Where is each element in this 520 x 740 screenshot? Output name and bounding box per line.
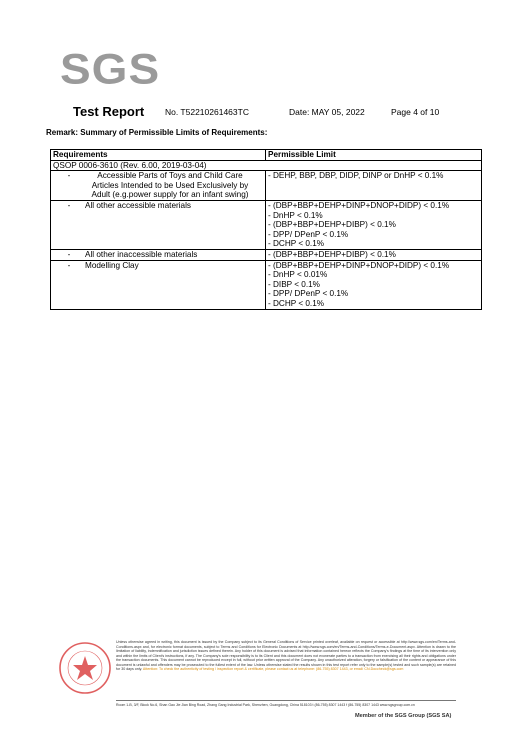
row-dash: - xyxy=(67,260,71,270)
page-number: Page 4 of 10 xyxy=(391,107,440,117)
authenticity-notice: Attention: To check the authenticity of testing / inspection report & certificate, please contact us at telephone: (86-755) 8307 1443, or email: CN.Doccheck@sgs.com xyxy=(142,667,404,671)
report-date: Date: MAY 05, 2022 xyxy=(289,107,365,117)
col-permissible-limit: Permissible Limit xyxy=(266,150,482,161)
report-number: No. T52210261463TC xyxy=(165,107,249,117)
limit-line: - DCHP < 0.1% xyxy=(268,239,325,249)
row-dash: - xyxy=(67,171,71,181)
limit-line: - (DBP+BBP+DEHP+DIBP) < 0.1% xyxy=(268,249,396,259)
table-row xyxy=(51,260,482,309)
report-header xyxy=(0,104,520,120)
company-seal-stamp xyxy=(58,641,112,695)
sgs-logo: SGS xyxy=(60,44,161,93)
limit-cell xyxy=(266,260,482,309)
disclaimer-text: Unless otherwise agreed in writing, this document is issued by the Company subject to its General Conditions of Service printed overleaf, available on request or accessible at http://www.sgs.com/en/Terms-and-Conditions.aspx and, for electronic format documents, subject to Terms and Conditions for Electronic Documents at http://www.sgs.com/en/Terms-and-Conditions/Terms-e-Document.aspx. Attention is drawn to the limitation of liability, indemnification and jurisdiction issues defined therein. Any holder of this document is advised that information contained hereon reflects the Company's findings at the time of its intervention only and within the limits of Client's instructions, if any. The Company's sole responsibility is to its Client and this document does not exonerate parties to a transaction from exercising all their rights and obligations under the transaction documents. This document cannot be reproduced except in full, without prior written approval of the Company. Any unauthorized alteration, forgery or falsification of the content or appearance of this document is unlawful and offenders may be prosecuted to the fullest extent of the law. Unless otherwise stated the results shown in this test report refer only to the sample(s) tested and such sample(s) are retained for 30 days only. xyxy=(116,640,456,671)
limit-line: - DEHP, BBP, DBP, DIDP, DINP or DnHP < 0.1% xyxy=(268,171,444,181)
row-dash: - xyxy=(67,249,71,259)
limit-line: - DPP/ DPenP < 0.1% xyxy=(268,289,349,299)
sgs-member-line: Member of the SGS Group (SGS SA) xyxy=(355,713,452,719)
limit-line: - (DBP+BBP+DEHP+DINP+DNOP+DIDP) < 0.1% xyxy=(268,260,450,270)
table-row xyxy=(51,200,482,249)
footer-address: Room 1-B, 3/F, Block No.6, Shan Gao Jie Jian Bing Road, Zhang Gang Industrial Park, Shenzhen, Guangdong, China 518103 t (86-755) 8307 1443 f (86-755) 8307 1443 www.sgsgroup.com.cn xyxy=(116,703,415,707)
limit-cell xyxy=(266,249,482,260)
limit-line: - DnHP < 0.1% xyxy=(268,210,323,220)
requirement-item: All other accessible materials xyxy=(85,200,192,210)
limit-line: - (DBP+BBP+DEHP+DIBP) < 0.1% xyxy=(268,220,396,230)
limit-line: - DCHP < 0.1% xyxy=(268,298,325,308)
standard-row xyxy=(51,160,482,171)
standard-name: QSOP 0006-3610 (Rev. 6.00, 2019-03-04) xyxy=(51,160,482,171)
remark-heading: Remark: Summary of Permissible Limits of Requirements: xyxy=(46,128,268,137)
limits-table xyxy=(50,149,482,310)
table-row xyxy=(51,171,482,201)
limit-line: - DIBP < 0.1% xyxy=(268,279,320,289)
footer-disclaimer xyxy=(116,640,456,672)
table-header-row xyxy=(51,150,482,161)
limit-line: - DPP/ DPenP < 0.1% xyxy=(268,229,349,239)
requirement-item: Modelling Clay xyxy=(85,260,139,270)
report-title: Test Report xyxy=(73,104,145,119)
limit-line: - (DBP+BBP+DEHP+DINP+DNOP+DIDP) < 0.1% xyxy=(268,200,450,210)
row-dash: - xyxy=(67,200,71,210)
requirement-item: All other inaccessible materials xyxy=(85,249,198,259)
col-requirements: Requirements xyxy=(51,150,266,161)
requirement-item: Accessible Parts of Toys and Child Care Articles Intended to be Used Exclusively by Adult (e.g.power supply for an infant swing) xyxy=(91,171,249,200)
limit-cell xyxy=(266,171,482,201)
table-row xyxy=(51,249,482,260)
limit-line: - DnHP < 0.01% xyxy=(268,270,328,280)
footer-divider xyxy=(116,700,456,701)
limit-cell xyxy=(266,200,482,249)
